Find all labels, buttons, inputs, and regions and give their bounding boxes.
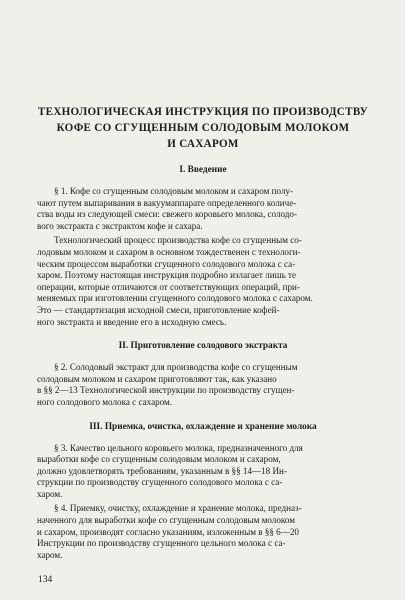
- text-line: лодовым молоком и сахаром в основном тождественен с технологи-: [37, 246, 301, 257]
- text-line: харом.: [37, 549, 63, 560]
- section-heading-milk-handling: III. Приемка, очистка, охлаждение и хранение молока: [89, 421, 317, 432]
- text-line: операции, которые отличаются от соответствующих операций, при-: [37, 281, 300, 292]
- text-line: солодовым молоком и сахаром приготовляют так, как указано: [37, 373, 277, 384]
- text-line: Инструкции по производству сгущенного цельного молока с са-: [37, 538, 286, 549]
- text-line: харом. Поэтому настоящая инструкция подробно излагает лишь те: [37, 270, 297, 281]
- text-line: наченного для выработки кофе со сгущенным солодовым молоком: [37, 515, 295, 526]
- paragraph-section-1: [37, 186, 369, 232]
- text-line: струкции по производству сгущенного солодового молока с са-: [37, 477, 283, 488]
- text-line: Технологический процесс производства кофе со сгущенным со-: [54, 235, 302, 246]
- text-line: § 3. Качество цельного коровьего молока, предназначенного для: [54, 442, 303, 453]
- paragraph-section-4: [37, 503, 369, 561]
- title-line: ТЕХНОЛОГИЧЕСКАЯ ИНСТРУКЦИЯ ПО ПРОИЗВОДСТВУ: [37, 106, 369, 118]
- text-line: ного экстракта и введение его в исходную смесь.: [37, 316, 227, 327]
- text-line: и сахаром, производят согласно указаниям, изложенным в §§ 6—20: [37, 526, 299, 537]
- text-line: § 1. Кофе со сгущенным солодовым молоком и сахаром полу-: [54, 186, 294, 196]
- paragraph-process-description: [37, 235, 369, 328]
- text-line: вого экстракта с экстрактом кофе и сахара.: [37, 220, 203, 231]
- text-line: чают путем выпаривания в вакуумаппарате определенного количе-: [37, 197, 297, 208]
- text-line: ства воды из следующей смеси: свежего коровьего молока, солодо-: [37, 209, 297, 220]
- text-line: должно удовлетворять требованиям, указанным в §§ 14—18 Ин-: [37, 465, 287, 476]
- text-line: харом.: [37, 488, 63, 499]
- text-line: выработки кофе со сгущенным солодовым молоком и сахаром,: [37, 454, 281, 465]
- section-heading-malt-extract: II. Приготовление солодового экстракта: [118, 341, 288, 352]
- title-line: КОФЕ СО СГУЩЕННЫМ СОЛОДОВЫМ МОЛОКОМ: [56, 122, 350, 134]
- text-line: ного солодового молока с сахаром.: [37, 396, 173, 407]
- section-heading-introduction: I. Введение: [179, 165, 227, 175]
- paragraph-section-2: [37, 362, 369, 408]
- text-line: § 2. Солодовый экстракт для производства кофе со сгущенным: [54, 362, 298, 373]
- text-line: меняемых при изготовлении сгущенного солодового молока с сахаром.: [37, 293, 313, 304]
- page-number: 134: [38, 575, 53, 585]
- text-line: § 4. Приемку, очистку, охлаждение и хранение молока, предназ-: [54, 503, 302, 514]
- title-line: И САХАРОМ: [167, 138, 239, 150]
- text-line: ческим процессом выработки сгущенного солодового молока с са-: [37, 258, 296, 269]
- paragraph-section-3: [37, 443, 369, 501]
- text-line: в §§ 2—13 Технологической инструкции по производству сгущен-: [37, 385, 295, 396]
- text-line: Это — стандартизация исходной смеси, приготовление кофей-: [37, 304, 280, 315]
- document-title: [37, 104, 369, 152]
